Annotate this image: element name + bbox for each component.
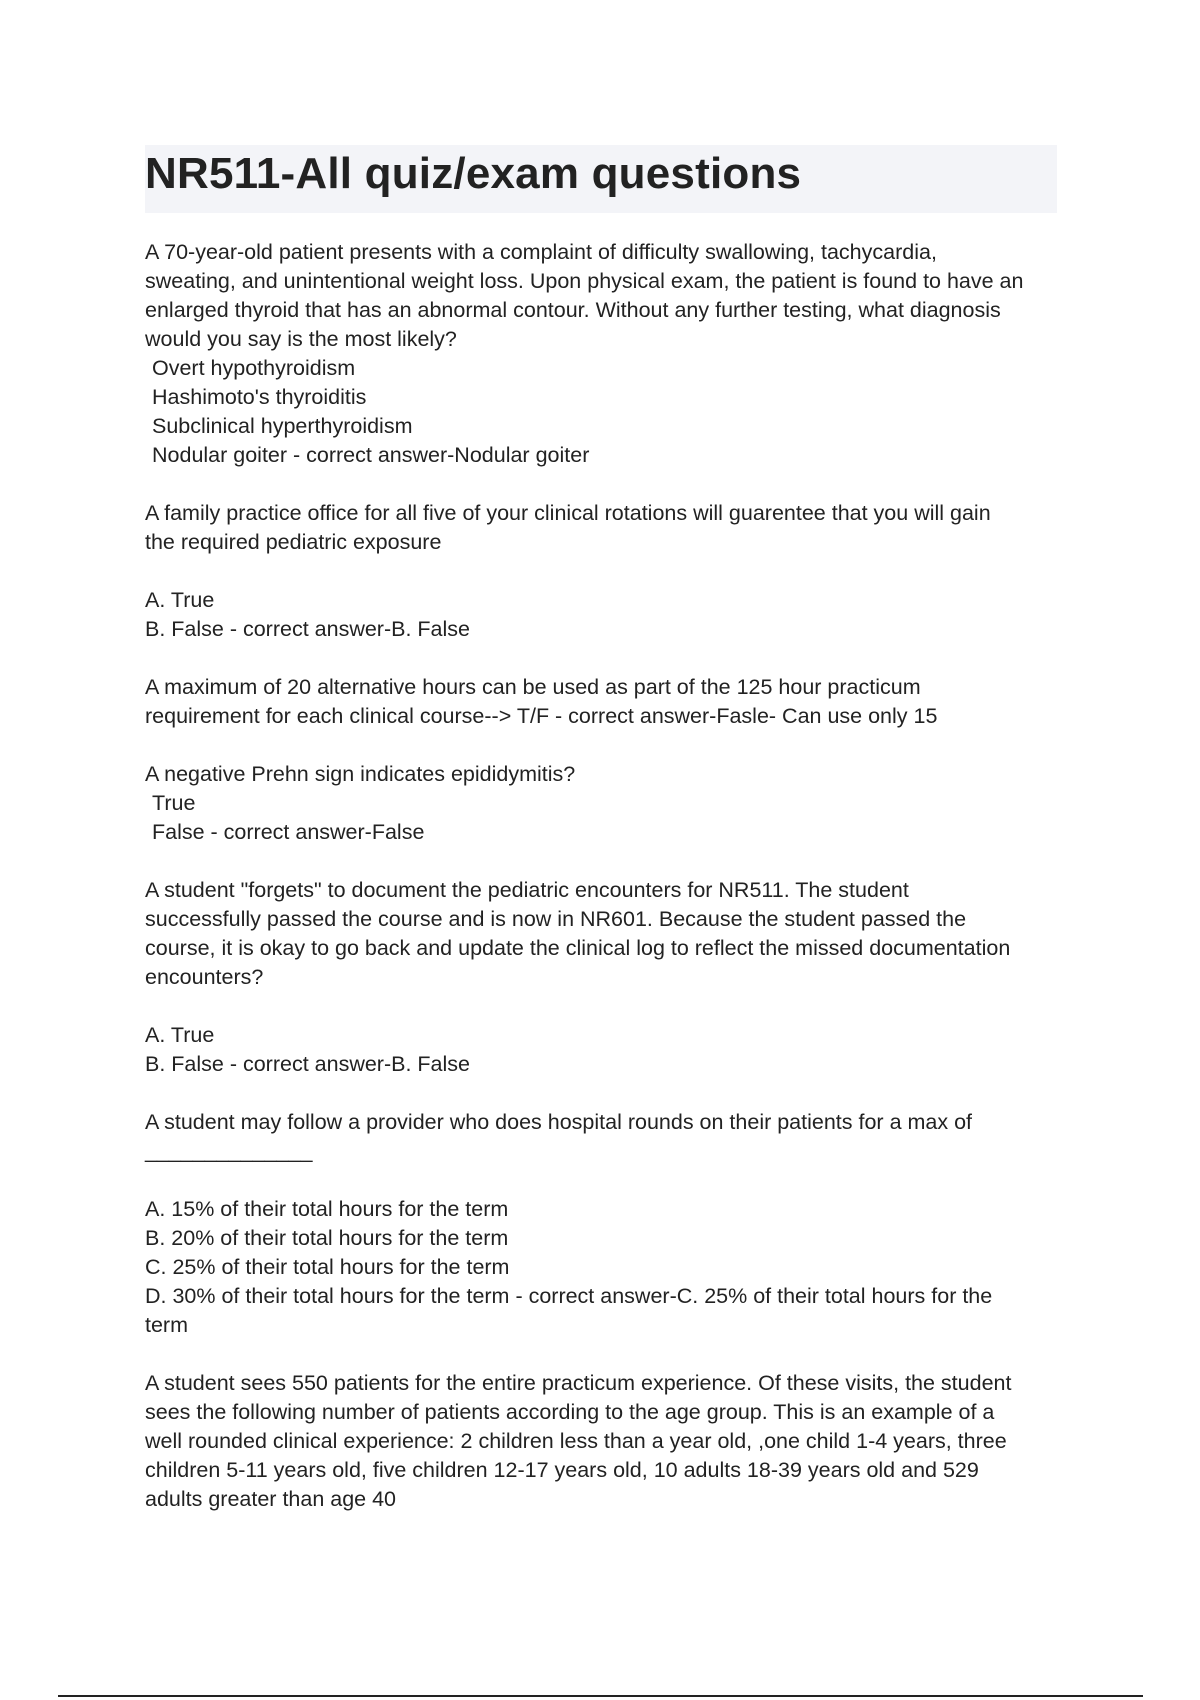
question-line: enlarged thyroid that has an abnormal contour. Without any further testing, what diagnosis	[145, 298, 1001, 322]
answer-option: D. 30% of their total hours for the term - correct answer-C. 25% of their total hours for the	[145, 1284, 993, 1308]
question-item	[145, 499, 1060, 644]
spacer	[145, 1166, 1060, 1195]
answer-option: A. True	[145, 588, 215, 612]
question-item	[145, 673, 1060, 731]
question-item	[145, 876, 1060, 1079]
question-item	[145, 760, 1060, 847]
answer-options	[145, 586, 1060, 644]
page-bottom-rule	[58, 1695, 1143, 1697]
question-text	[145, 876, 1060, 992]
question-line: sees the following number of patients according to the age group. This is an example of a	[145, 1400, 995, 1424]
answer-options	[145, 354, 1060, 470]
answer-option: B. False - correct answer-B. False	[145, 1052, 470, 1076]
question-item	[145, 1108, 1060, 1340]
question-line: requirement for each clinical course--> T/F - correct answer-Fasle- Can use only 15	[145, 704, 938, 728]
question-line: well rounded clinical experience: 2 children less than a year old, ,one child 1-4 years, three	[145, 1429, 1007, 1453]
answer-option: Subclinical hyperthyroidism	[152, 414, 413, 438]
answer-options	[145, 1195, 1060, 1340]
answer-option: A. True	[145, 1023, 215, 1047]
question-line: successfully passed the course and is now in NR601. Because the student passed the	[145, 907, 967, 931]
question-text	[145, 760, 1060, 789]
page-title: NR511-All quiz/exam questions	[145, 149, 802, 198]
question-line: adults greater than age 40	[145, 1487, 397, 1511]
answer-option: term	[145, 1313, 188, 1337]
spacer	[145, 992, 1060, 1021]
question-text	[145, 1108, 1060, 1166]
question-line: encounters?	[145, 965, 264, 989]
title-banner	[145, 145, 1057, 213]
question-text	[145, 673, 1060, 731]
answer-option: A. 15% of their total hours for the term	[145, 1197, 509, 1221]
question-line: A maximum of 20 alternative hours can be used as part of the 125 hour practicum	[145, 675, 921, 699]
question-line: course, it is okay to go back and update the clinical log to reflect the missed documentation	[145, 936, 1011, 960]
question-line: children 5-11 years old, five children 12-17 years old, 10 adults 18-39 years old and 529	[145, 1458, 979, 1482]
fill-in-blank: ______________	[145, 1139, 313, 1163]
question-line: would you say is the most likely?	[145, 327, 457, 351]
question-line: A 70-year-old patient presents with a complaint of difficulty swallowing, tachycardia,	[145, 240, 937, 264]
answer-option: Nodular goiter - correct answer-Nodular goiter	[152, 443, 590, 467]
question-line: sweating, and unintentional weight loss. Upon physical exam, the patient is found to have an	[145, 269, 1024, 293]
question-line: the required pediatric exposure	[145, 530, 442, 554]
question-item	[145, 1369, 1060, 1514]
question-text	[145, 238, 1060, 354]
question-text	[145, 499, 1060, 557]
answer-options	[145, 1021, 1060, 1079]
question-list	[145, 238, 1060, 1543]
answer-option: B. False - correct answer-B. False	[145, 617, 470, 641]
answer-option: Hashimoto's thyroiditis	[152, 385, 367, 409]
answer-options	[145, 789, 1060, 847]
question-line: A student sees 550 patients for the entire practicum experience. Of these visits, the student	[145, 1371, 1012, 1395]
question-line: A family practice office for all five of your clinical rotations will guarentee that you will gain	[145, 501, 991, 525]
question-line: A negative Prehn sign indicates epididymitis?	[145, 762, 576, 786]
answer-option: Overt hypothyroidism	[152, 356, 356, 380]
question-text	[145, 1369, 1060, 1514]
question-item	[145, 238, 1060, 470]
answer-option: B. 20% of their total hours for the term	[145, 1226, 509, 1250]
spacer	[145, 557, 1060, 586]
question-line: A student may follow a provider who does hospital rounds on their patients for a max of	[145, 1110, 973, 1134]
answer-option: True	[152, 791, 196, 815]
question-line: A student "forgets" to document the pediatric encounters for NR511. The student	[145, 878, 909, 902]
answer-option: False - correct answer-False	[152, 820, 425, 844]
answer-option: C. 25% of their total hours for the term	[145, 1255, 510, 1279]
